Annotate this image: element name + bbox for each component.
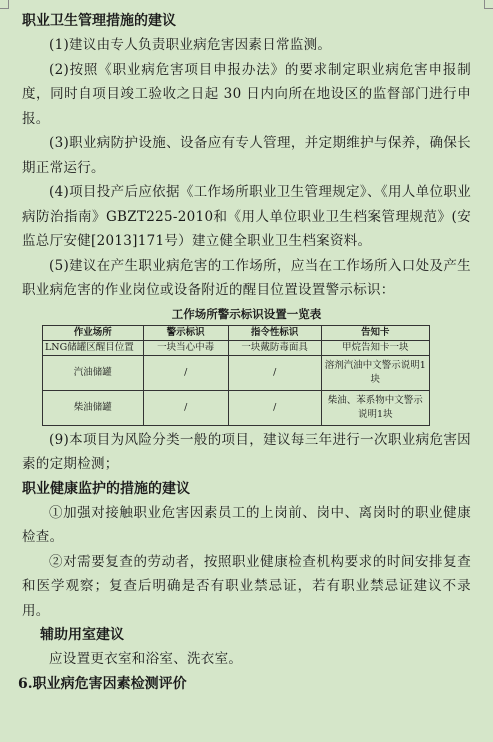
table-cell: 一块戴防毒面具 <box>228 340 321 355</box>
table-cell: 一块当心中毒 <box>143 340 228 355</box>
table-cell: / <box>143 355 228 390</box>
table-cell: 溶剂汽油中文警示说明1块 <box>321 355 429 390</box>
paragraph: (4)项目投产后应依据《工作场所职业卫生管理规定》、《用人单位职业病防治指南》GBZT225-2010和《用人单位职业卫生档案管理规范》(安监总厅安健[2013]171号）建立健全职业卫生档案资料。 <box>22 184 471 249</box>
section-heading: 辅助用室建议 <box>40 627 124 643</box>
paragraph: (1)建议由专人负责职业病危害因素日常监测。 <box>49 37 332 53</box>
section-heading: 6.职业病危害因素检测评价 <box>18 675 187 692</box>
table-cell: 甲烷告知卡一块 <box>321 340 429 355</box>
table-title: 工作场所警示标识设置一览表 <box>171 306 322 321</box>
table-cell: LNG储罐区醒目位置 <box>43 340 144 355</box>
paragraph: 应设置更衣室和浴室、洗衣室。 <box>49 651 243 667</box>
table-cell: 柴油、苯系物中文警示说明1块 <box>321 390 429 425</box>
table-row <box>43 340 430 355</box>
paragraph: ②对需要复查的劳动者，按照职业健康检查机构要求的时间安排复查和医学观察；复查后明确是否有职业禁忌证，若有职业禁忌证建议不录用。 <box>22 553 471 619</box>
table-header-row <box>43 325 430 340</box>
document-body <box>18 9 471 696</box>
paragraph: ①加强对接触职业危害因素员工的上岗前、岗中、离岗时的职业健康检查。 <box>22 504 471 545</box>
table-header-cell: 警示标识 <box>143 325 228 340</box>
table-cell: 柴油储罐 <box>43 390 144 425</box>
paragraph: (3)职业病防护设施、设备应有专人管理，并定期维护与保养，确保长期正常运行。 <box>22 135 471 176</box>
table-cell: 汽油储罐 <box>43 355 144 390</box>
paragraph: (5)建议在产生职业病危害的工作场所，应当在工作场所入口处及产生职业病危害的作业岗位或设备附近的醒目位置设置警示标识： <box>22 257 471 298</box>
corner-mark-left <box>0 0 9 9</box>
table-cell: / <box>143 390 228 425</box>
section-heading: 职业健康监护的措施的建议 <box>22 480 190 497</box>
paragraph: (2)按照《职业病危害项目申报办法》的要求制定职业病危害申报制度，同时自项目竣工验收之日起 30 日内向所在地设区的监督部门进行申报。 <box>22 61 471 127</box>
section-heading: 职业卫生管理措施的建议 <box>22 13 176 29</box>
corner-mark-right <box>484 0 493 9</box>
table-cell: / <box>228 390 321 425</box>
table-header-cell: 指令性标识 <box>228 325 321 340</box>
warning-sign-table <box>42 325 430 426</box>
table-cell: / <box>228 355 321 390</box>
table-header-cell: 作业场所 <box>43 325 144 340</box>
table-row <box>43 390 430 425</box>
table-header-cell: 告知卡 <box>321 325 429 340</box>
paragraph: (9)本项目为风险分类一般的项目，建议每三年进行一次职业病危害因素的定期检测； <box>22 431 471 472</box>
table-row <box>43 355 430 390</box>
